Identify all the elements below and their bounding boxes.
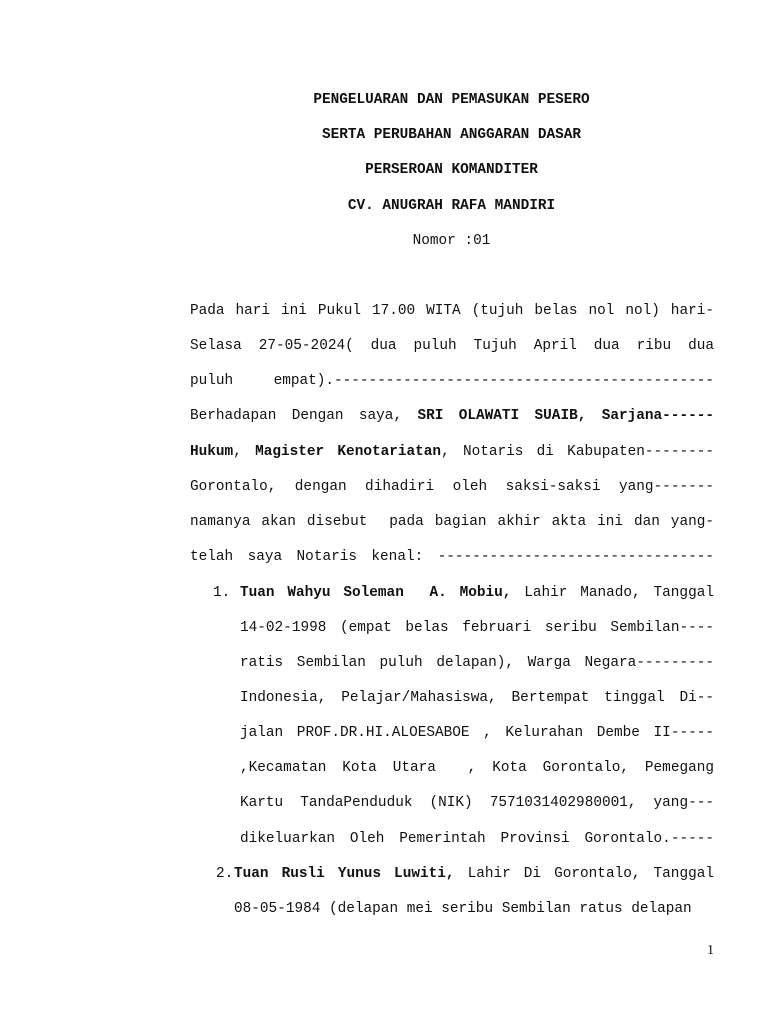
paragraph-line: Pada hari ini Pukul 17.00 WITA (tujuh belas nol nol) hari- [190, 303, 714, 319]
notary-degree: Hukum [190, 444, 234, 460]
doc-title-line-2: SERTA PERUBAHAN ANGGARAN DASAR [321, 127, 582, 143]
list-item-line: jalan PROF.DR.HI.ALOESABOE , Kelurahan Dembe II----- [240, 725, 714, 741]
notary-degree: Magister Kenotariatan [255, 444, 442, 460]
paragraph-line [190, 408, 714, 424]
text-span: Lahir Manado, Tanggal [511, 585, 714, 601]
list-item-line: Kartu TandaPenduduk (NIK) 7571031402980001, yang--- [240, 795, 714, 811]
list-item-line: 14-02-1998 (empat belas februari seribu Sembilan---- [240, 620, 714, 636]
list-item-line [234, 866, 714, 882]
page-number: 1 [707, 943, 714, 958]
doc-title-line-4: CV. ANUGRAH RAFA MANDIRI [347, 198, 556, 214]
list-item-line [240, 585, 714, 601]
paragraph-line: Selasa 27-05-2024( dua puluh Tujuh April dua ribu dua [190, 338, 714, 354]
list-item-line: 08-05-1984 (delapan mei seribu Sembilan ratus delapan [234, 901, 692, 917]
list-item-line: ratis Sembilan puluh delapan), Warga Negara--------- [240, 655, 714, 671]
list-item-line: Indonesia, Pelajar/Mahasiswa, Bertempat tinggal Di-- [240, 690, 714, 706]
person-name: Tuan Wahyu Soleman A. Mobiu, [240, 585, 512, 601]
paragraph-line: telah saya Notaris kenal: -------------------------------- [190, 549, 714, 565]
text-span: Berhadapan Dengan saya, [190, 408, 418, 424]
list-number: 1. [213, 585, 231, 601]
list-number: 2. [216, 866, 234, 882]
person-name: Tuan Rusli Yunus Luwiti, [234, 866, 455, 882]
paragraph-line [190, 444, 714, 460]
paragraph-line: namanya akan disebut pada bagian akhir akta ini dan yang- [190, 514, 714, 530]
doc-title-line-1: PENGELUARAN DAN PEMASUKAN PESERO [313, 92, 590, 108]
doc-title-line-3: PERSEROAN KOMANDITER [365, 162, 538, 178]
notary-name: SRI OLAWATI SUAIB, Sarjana------ [417, 408, 714, 424]
paragraph-line: Gorontalo, dengan dihadiri oleh saksi-saksi yang------- [190, 479, 714, 495]
list-item-line: dikeluarkan Oleh Pemerintah Provinsi Gorontalo.----- [240, 831, 714, 847]
doc-number: Nomor :01 [412, 233, 491, 249]
text-span: , [233, 444, 256, 460]
text-span: Lahir Di Gorontalo, Tanggal [454, 866, 714, 882]
paragraph-line: puluh empat).-------------------------------------------- [190, 373, 714, 389]
list-item-line: ,Kecamatan Kota Utara , Kota Gorontalo, Pemegang [240, 760, 714, 776]
text-span: , Notaris di Kabupaten-------- [441, 444, 714, 460]
